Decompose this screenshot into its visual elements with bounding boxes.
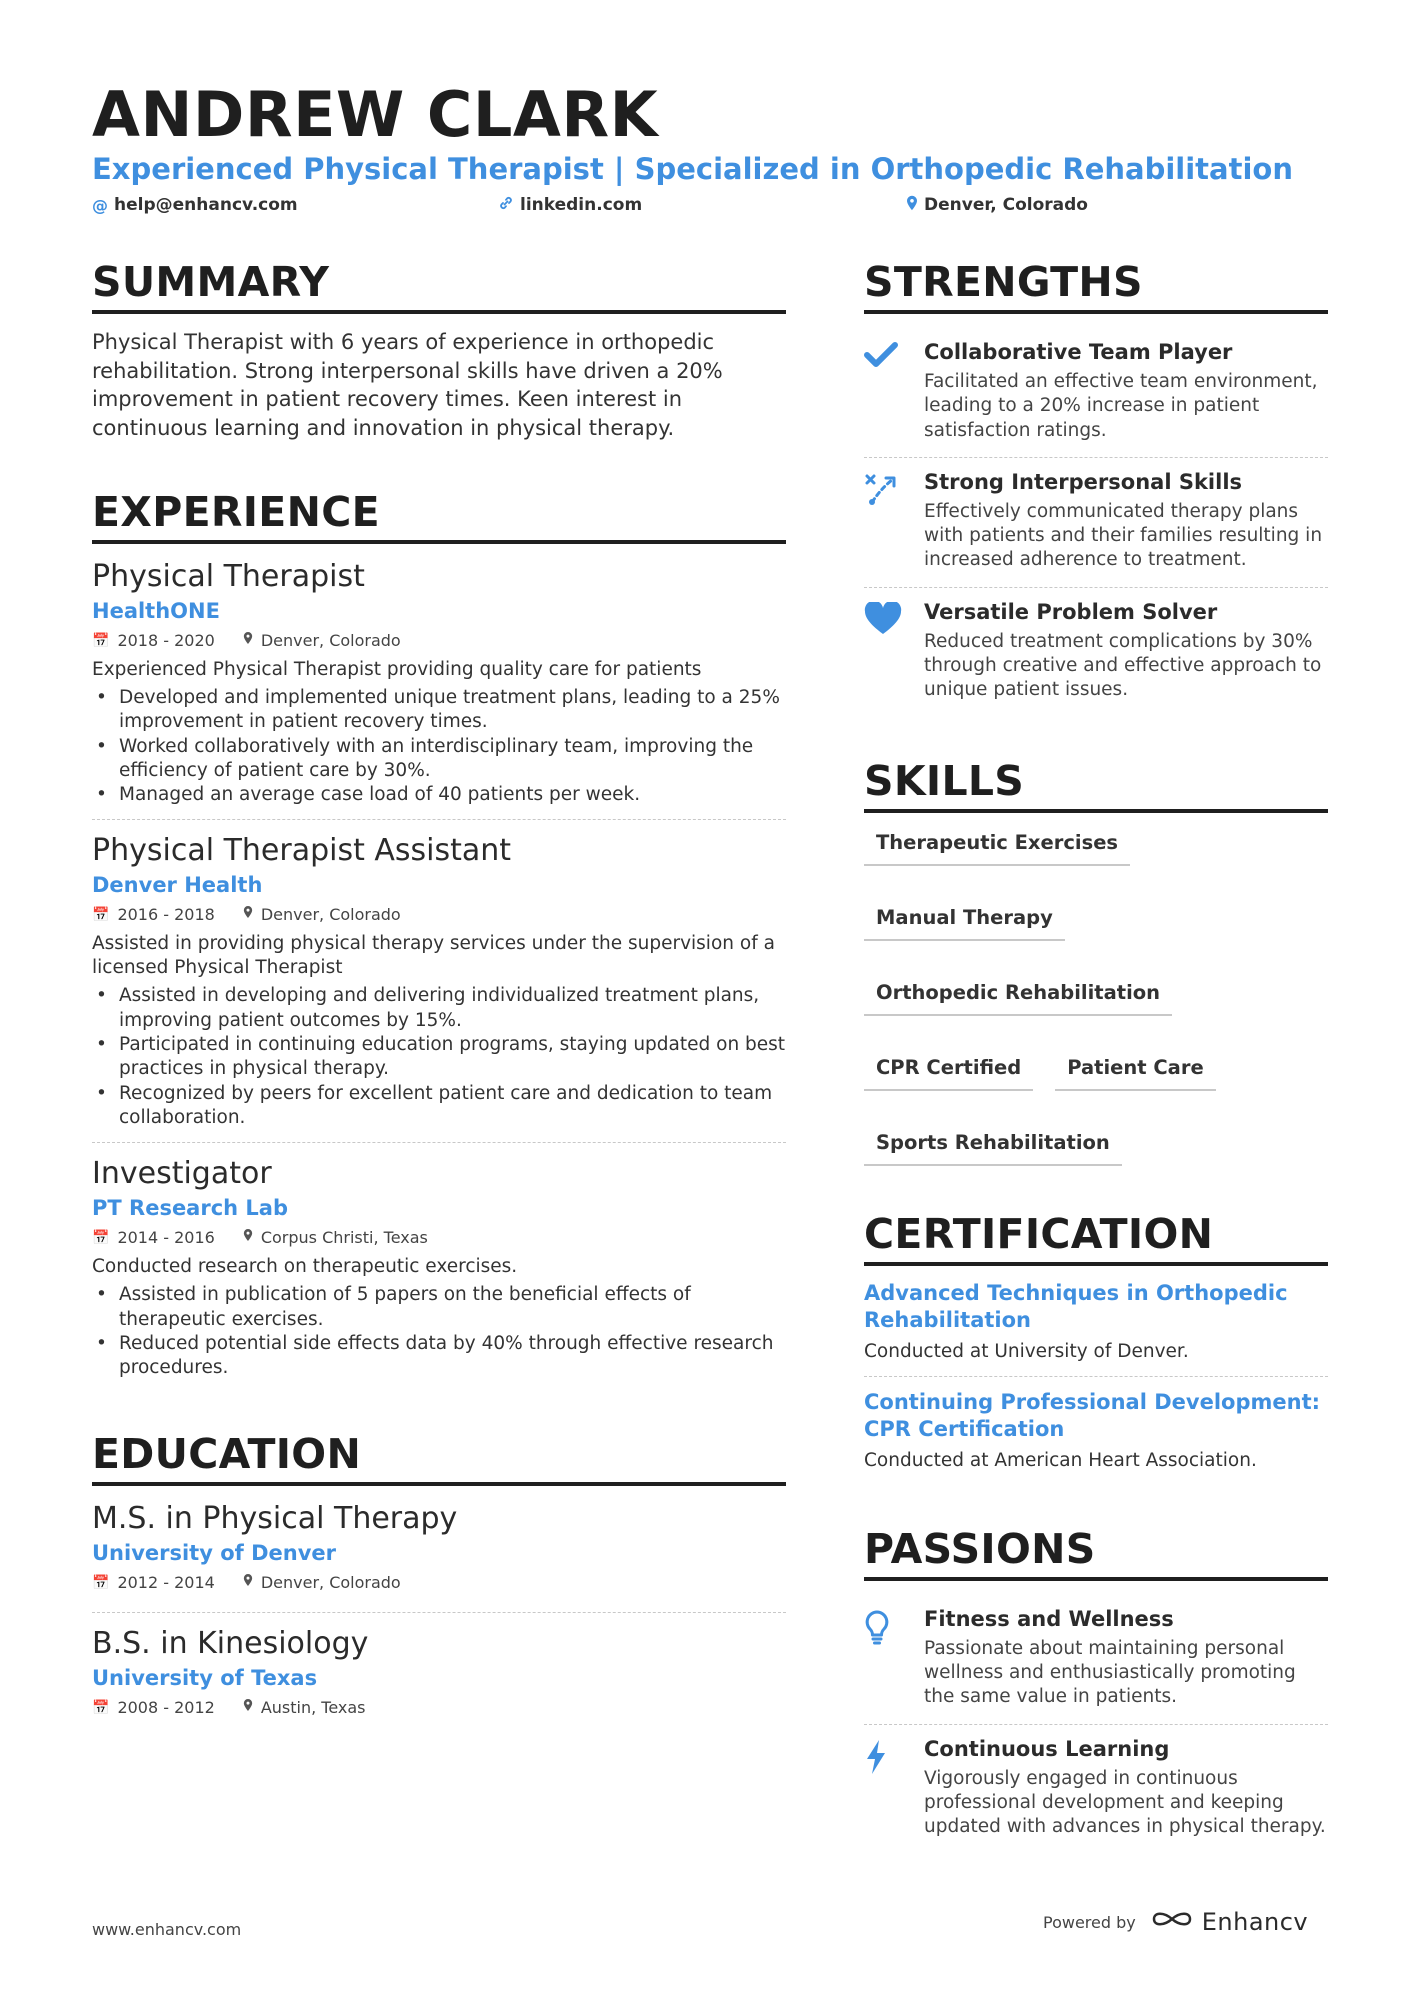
passion-description: Passionate about maintaining personal wellness and enthusiastically promoting the same value in patients. (924, 1637, 1296, 1708)
certification-entry (864, 1389, 1328, 1485)
footer-branding (1043, 1908, 1308, 1936)
job-company: HealthONE (92, 599, 220, 623)
link-icon (498, 195, 514, 215)
education-dates: 2012 - 2014 (117, 1573, 215, 1593)
job-bullet: • Assisted in publication of 5 papers on the beneficial effects of therapeutic exercises. (92, 1283, 786, 1332)
experience-entry (92, 558, 786, 820)
summary-title: SUMMARY (92, 258, 786, 314)
candidate-headline: Experienced Physical Therapist | Specialized in Orthopedic Rehabilitation (92, 152, 1293, 186)
job-bullet: • Worked collaboratively with an interdisciplinary team, improving the efficiency of patient care by 30%. (92, 735, 786, 784)
at-icon: @ (92, 195, 108, 215)
job-bullets (92, 686, 786, 807)
contact-linkedin[interactable] (498, 195, 642, 215)
skills-title: SKILLS (864, 757, 1328, 813)
location-pin-icon (243, 904, 253, 926)
skill-tag: Sports Rehabilitation (864, 1127, 1122, 1166)
calendar-icon: 📅 (92, 1700, 110, 1717)
education-section (92, 1430, 786, 1737)
education-meta (92, 1572, 786, 1594)
job-meta (92, 904, 786, 926)
lightning-icon (864, 1735, 924, 1840)
certification-title: CERTIFICATION (864, 1210, 1328, 1266)
strength-item (864, 328, 1328, 458)
passion-item (864, 1595, 1328, 1725)
job-location: Denver, Colorado (260, 905, 401, 925)
strength-description: Facilitated an effective team environment, leading to a 20% increase in patient satisfaction ratings. (924, 371, 1318, 441)
job-bullet: • Managed an average case load of 40 patients per week. (92, 783, 786, 807)
job-bullet: • Reduced potential side effects data by 40% through effective research procedures. (92, 1332, 786, 1381)
job-dates: 2014 - 2016 (117, 1228, 215, 1248)
job-title: Physical Therapist Assistant (92, 833, 512, 869)
passion-description: Vigorously engaged in continuous professional development and keeping updated with advances in physical therapy. (924, 1767, 1326, 1838)
location-text: Denver, Colorado (924, 195, 1088, 215)
education-location: Austin, Texas (260, 1698, 366, 1718)
brand-logo[interactable] (1150, 1908, 1308, 1936)
job-dates: 2016 - 2018 (117, 905, 215, 925)
passions-section (864, 1525, 1328, 1854)
heart-icon (864, 598, 924, 703)
location-pin-icon (243, 1227, 253, 1249)
strategy-icon (864, 468, 924, 573)
passions-title: PASSIONS (864, 1525, 1328, 1581)
job-bullet: • Developed and implemented unique treatment plans, leading to a 25% improvement in patient recovery times. (92, 686, 786, 735)
strength-description: Reduced treatment complications by 30% through creative and effective approach to unique patient issues. (924, 630, 1322, 701)
summary-section (92, 258, 786, 442)
linkedin-text: linkedin.com (520, 195, 643, 215)
job-bullets (92, 984, 786, 1130)
education-meta (92, 1697, 786, 1719)
powered-by-label: Powered by (1043, 1912, 1136, 1932)
job-meta (92, 630, 786, 652)
job-title: Investigator (92, 1156, 272, 1192)
experience-entry (92, 832, 786, 1143)
school-name: University of Texas (92, 1666, 318, 1691)
experience-entry (92, 1155, 786, 1392)
degree-title: M.S. in Physical Therapy (92, 1501, 458, 1537)
footer-website[interactable]: www.enhancv.com (92, 1920, 242, 1939)
job-bullet: • Recognized by peers for excellent patient care and dedication to team collaboration. (92, 1082, 786, 1131)
passion-title: Continuous Learning (924, 1736, 1170, 1761)
skills-section (864, 757, 1328, 1166)
skill-tag: Patient Care (1055, 1052, 1215, 1091)
job-location: Denver, Colorado (260, 631, 401, 650)
experience-section (92, 488, 786, 1392)
checkmark-icon (864, 338, 924, 443)
job-bullet: • Assisted in developing and delivering individualized treatment plans, improving patient outcomes by 15%. (92, 984, 786, 1033)
job-description: Experienced Physical Therapist providing quality care for patients (92, 659, 702, 680)
strength-item (864, 458, 1328, 588)
certification-description: Conducted at American Heart Association. (864, 1449, 1257, 1471)
passion-item (864, 1725, 1328, 1854)
summary-text: Physical Therapist with 6 years of experience in orthopedic rehabilitation. Strong interpersonal skills have driven a 20% improvement in patient recovery times. Keen interest in continuous learning and innovation in physical therapy. (92, 330, 723, 440)
certification-name: Continuing Professional Development: CPR Certification (864, 1389, 1321, 1441)
certification-name: Advanced Techniques in Orthopedic Rehabilitation (864, 1280, 1288, 1332)
strength-title: Collaborative Team Player (924, 340, 1233, 364)
calendar-icon: 📅 (92, 1575, 110, 1592)
job-description: Assisted in providing physical therapy services under the supervision of a licensed Physical Therapist (92, 933, 775, 979)
certification-description: Conducted at University of Denver. (864, 1340, 1189, 1362)
location-pin-icon (243, 1572, 253, 1594)
certification-entry (864, 1280, 1328, 1377)
strength-title: Strong Interpersonal Skills (924, 469, 1243, 494)
job-location: Corpus Christi, Texas (260, 1228, 428, 1248)
contact-email[interactable] (92, 195, 298, 215)
right-column (864, 258, 1328, 1853)
lightbulb-icon (864, 1605, 924, 1710)
candidate-name: ANDREW CLARK (92, 78, 659, 151)
education-entry (92, 1500, 786, 1613)
education-entry (92, 1625, 786, 1737)
job-bullets (92, 1283, 786, 1380)
job-company: Denver Health (92, 873, 263, 898)
location-pin-icon (243, 630, 253, 652)
calendar-icon: 📅 (92, 633, 110, 649)
skill-tag: Manual Therapy (864, 902, 1065, 941)
email-text: help@enhancv.com (114, 195, 298, 215)
strengths-title: STRENGTHS (864, 258, 1328, 314)
school-name: University of Denver (92, 1541, 337, 1566)
skill-tag: CPR Certified (864, 1052, 1033, 1091)
education-location: Denver, Colorado (260, 1573, 401, 1593)
left-column (92, 258, 786, 1749)
brand-name: Enhancv (1201, 1908, 1309, 1936)
degree-title: B.S. in Kinesiology (92, 1626, 369, 1662)
strengths-section (864, 258, 1328, 717)
calendar-icon: 📅 (92, 1230, 110, 1247)
skill-tag: Therapeutic Exercises (864, 827, 1130, 866)
calendar-icon: 📅 (92, 907, 110, 924)
education-title: EDUCATION (92, 1430, 786, 1486)
job-company: PT Research Lab (92, 1196, 289, 1221)
strength-description: Effectively communicated therapy plans with patients and their families resulting in increased adherence to treatment. (924, 500, 1323, 571)
job-description: Conducted research on therapeutic exercises. (92, 1256, 518, 1278)
contact-location (906, 195, 1088, 215)
location-pin-icon (243, 1697, 253, 1719)
job-title: Physical Therapist (92, 559, 365, 594)
job-meta (92, 1227, 786, 1249)
location-pin-icon (906, 195, 918, 215)
job-dates: 2018 - 2020 (117, 631, 215, 650)
certification-section (864, 1210, 1328, 1485)
strength-item (864, 588, 1328, 717)
job-bullet: • Participated in continuing education programs, staying updated on best practices in physical therapy. (92, 1033, 786, 1082)
skills-list (864, 827, 1328, 1166)
passion-title: Fitness and Wellness (924, 1606, 1174, 1631)
experience-title: EXPERIENCE (92, 488, 786, 544)
education-dates: 2008 - 2012 (117, 1698, 215, 1718)
enhancv-logo-icon (1150, 1908, 1194, 1936)
skill-tag: Orthopedic Rehabilitation (864, 977, 1172, 1016)
strength-title: Versatile Problem Solver (924, 599, 1218, 624)
